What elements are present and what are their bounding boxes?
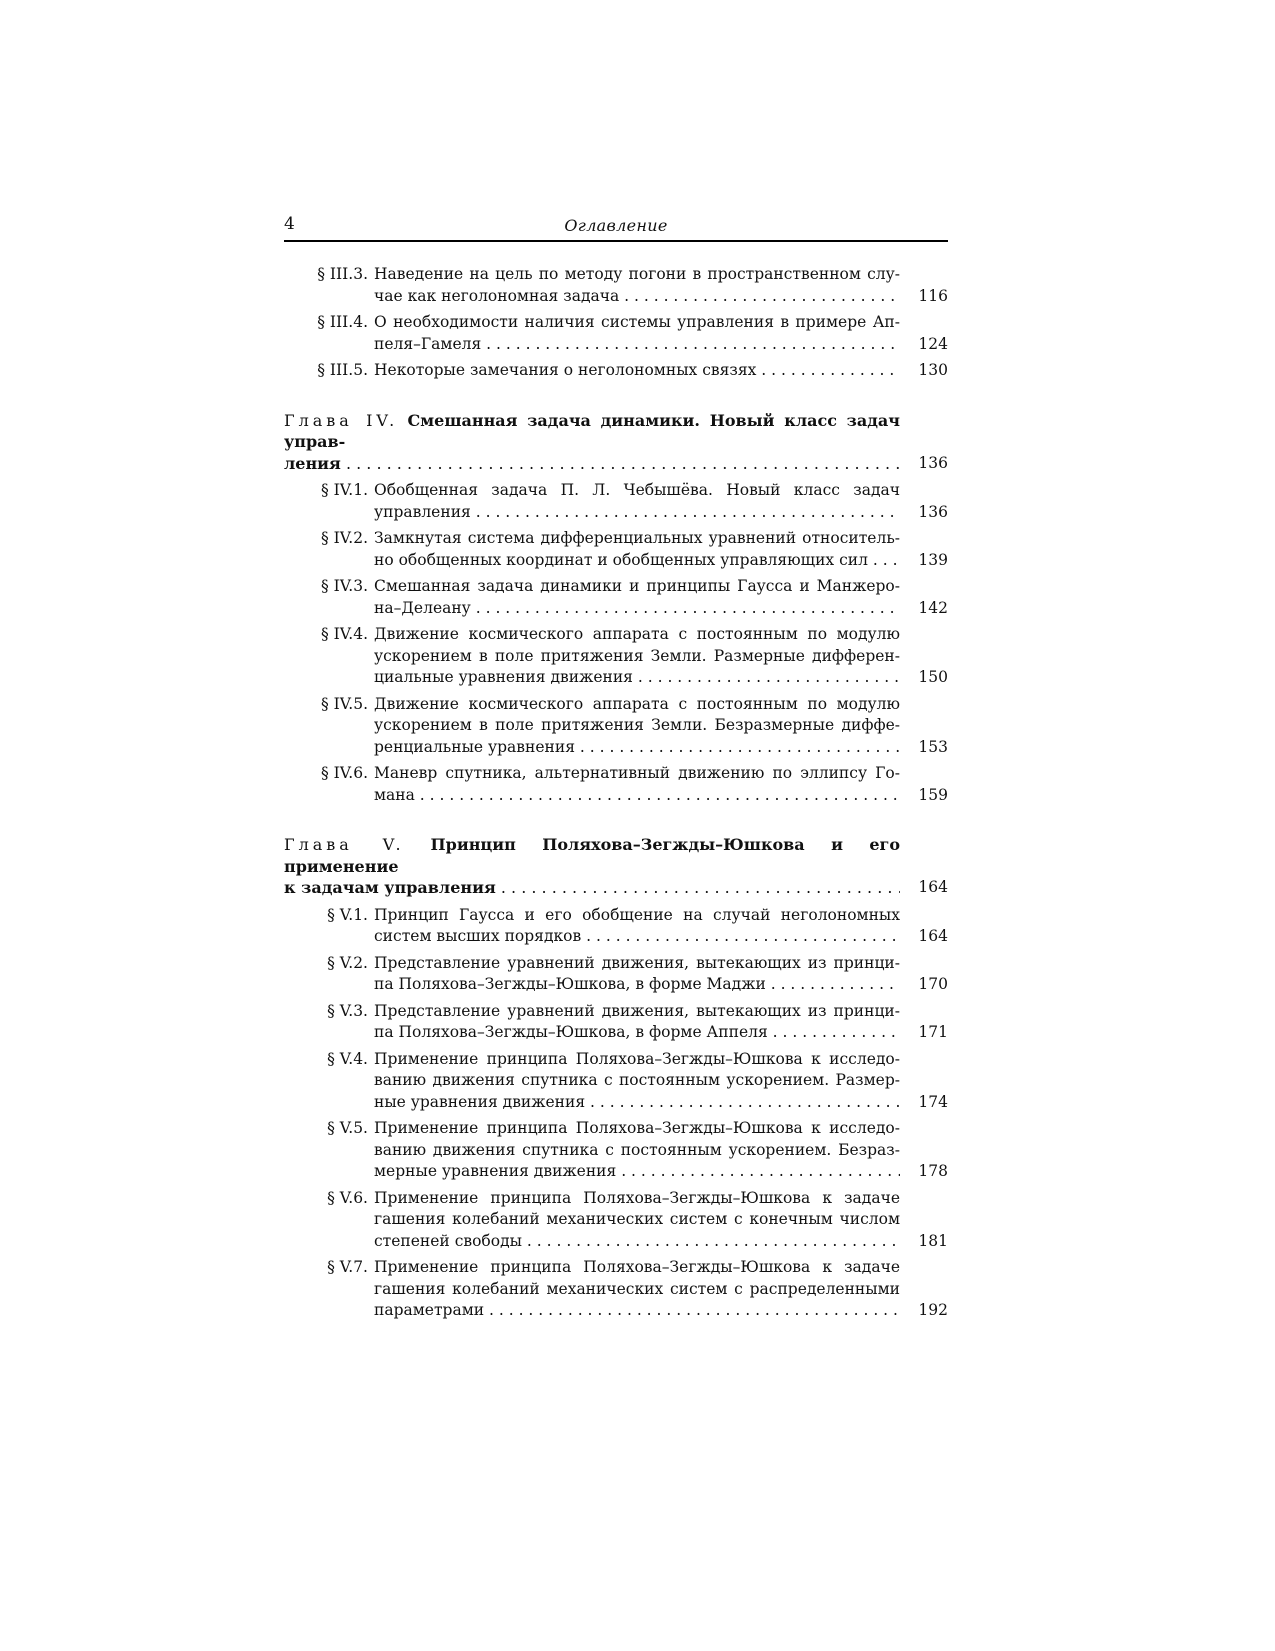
- section-title-line: Применение принципа Поляхова–Зегжды–Юшкова к исследо-: [374, 1049, 900, 1068]
- section-title: [374, 1001, 900, 1044]
- page-ref: 116: [918, 286, 948, 305]
- section-title-last-line: [374, 1022, 900, 1044]
- section-title-last-text: па Поляхова–Зегжды–Юшкова, в форме Маджи: [374, 975, 766, 993]
- sections-chapter-iv: [284, 480, 948, 806]
- section-number: § III.5.: [317, 361, 368, 379]
- toc-section-entry[interactable]: [284, 953, 948, 996]
- section-title: [374, 1257, 900, 1322]
- section-title-last-line: [374, 286, 900, 308]
- section-number: § V.6.: [327, 1188, 368, 1207]
- section-title-line: О необходимости наличия системы управления в примере Ап-: [374, 313, 900, 331]
- section-number: § V.5.: [327, 1119, 368, 1137]
- toc-section-entry[interactable]: [284, 1118, 948, 1183]
- section-title-line: Представление уравнений движения, вытекающих из принци-: [374, 953, 900, 972]
- section-title-last-line: [374, 1300, 900, 1322]
- section-title-line: гашения колебаний механических систем с распределенными: [374, 1279, 900, 1298]
- section-title-last-text: циальные уравнения движения: [374, 668, 633, 686]
- section-title: [374, 763, 900, 806]
- toc-section-entry[interactable]: [284, 528, 948, 571]
- section-title: [374, 360, 900, 382]
- section-title-line: Принцип Гаусса и его обобщение на случай неголономных: [374, 905, 900, 924]
- section-number: § IV.5.: [321, 694, 368, 713]
- toc-section-entry[interactable]: [284, 480, 948, 523]
- toc-section-entry[interactable]: [284, 360, 948, 382]
- toc-section-entry[interactable]: [284, 264, 948, 307]
- toc-section-entry[interactable]: [284, 763, 948, 806]
- section-title: [374, 264, 900, 307]
- page-ref: 136: [918, 502, 948, 521]
- section-title-last-text: систем высших порядков: [374, 927, 582, 945]
- section-title-last-text: па Поляхова–Зегжды–Юшкова, в форме Аппеля: [374, 1023, 768, 1041]
- section-title-line: ускорением в поле притяжения Земли. Размерные дифферен-: [374, 646, 900, 665]
- section-title-last-line: [374, 598, 900, 620]
- chapter-title-end: ления: [284, 453, 341, 473]
- chapter-title: Принцип Поляхова–Зегжды–Юшкова и его применение: [284, 835, 900, 876]
- section-title-last-line: [374, 737, 900, 759]
- section-title-last-text: ренциальные уравнения: [374, 737, 575, 756]
- section-title-line: Движение космического аппарата с постоянным по модулю: [374, 694, 900, 713]
- section-title-last-text: параметрами: [374, 1301, 485, 1319]
- section-title-line: Применение принципа Поляхова–Зегжды–Юшкова к исследо-: [374, 1119, 900, 1137]
- section-number: § III.3.: [317, 265, 368, 283]
- section-title-line: Маневр спутника, альтернативный движению по эллипсу Го-: [374, 764, 900, 782]
- page-ref: 171: [918, 1023, 948, 1041]
- toc-section-entry[interactable]: [284, 624, 948, 689]
- sections-chapter-v: [284, 905, 948, 1322]
- section-title-last-text: чае как неголономная задача: [374, 286, 620, 305]
- section-number: § IV.4.: [321, 625, 368, 643]
- section-title-last-line: [374, 1161, 900, 1183]
- section-title-last-line: [374, 926, 900, 948]
- page-ref: 139: [918, 550, 948, 569]
- section-title-last-line: [374, 502, 900, 524]
- section-title-line: Наведение на цель по методу погони в пространственном слу-: [374, 265, 900, 283]
- section-title-line: гашения колебаний механических систем с конечным числом: [374, 1210, 900, 1228]
- section-title-line: Представление уравнений движения, вытекающих из принци-: [374, 1001, 900, 1020]
- page-ref: 136: [918, 453, 948, 472]
- section-number: § IV.2.: [321, 529, 368, 547]
- section-title-line: ванию движения спутника с постоянным ускорением. Безраз-: [374, 1140, 900, 1159]
- section-title-line: ускорением в поле притяжения Земли. Безразмерные диффе-: [374, 716, 900, 734]
- section-title-last-text: мана: [374, 785, 415, 804]
- section-number: § IV.3.: [321, 577, 368, 595]
- section-title-last-text: Некоторые замечания о неголономных связях: [374, 361, 757, 379]
- section-title: [374, 905, 900, 948]
- section-title-last-text: но обобщенных координат и обобщенных управляющих сил: [374, 550, 868, 569]
- chapter-v-entry[interactable]: [284, 834, 948, 899]
- section-title-last-line: [374, 974, 900, 996]
- page-number: 4: [284, 214, 295, 234]
- chapter-label: Глава IV.: [284, 410, 399, 430]
- toc-section-entry[interactable]: [284, 1049, 948, 1114]
- section-number: § V.7.: [327, 1258, 368, 1276]
- section-number: § IV.6.: [321, 764, 368, 782]
- toc-section-entry[interactable]: [284, 694, 948, 759]
- section-number: § III.4.: [317, 313, 368, 331]
- section-number: § V.4.: [327, 1049, 368, 1068]
- section-title: [374, 576, 900, 619]
- page-ref: 142: [918, 598, 948, 617]
- page-ref: 130: [918, 361, 948, 379]
- section-title-last-text: на–Делеану: [374, 598, 471, 617]
- sections-chapter-iii: [284, 264, 948, 382]
- section-title-last-text: ные уравнения движения: [374, 1092, 586, 1111]
- section-number: § V.2.: [327, 953, 368, 972]
- section-title-last-text: мерные уравнения движения: [374, 1162, 617, 1180]
- page-ref: 150: [918, 668, 948, 686]
- section-title-last-text: степеней свободы: [374, 1231, 522, 1250]
- section-title-line: Применение принципа Поляхова–Зегжды–Юшкова к задаче: [374, 1258, 900, 1276]
- toc-section-entry[interactable]: [284, 1188, 948, 1253]
- section-title-line: Применение принципа Поляхова–Зегжды–Юшкова к задаче: [374, 1188, 900, 1207]
- page-ref: 170: [918, 975, 948, 993]
- section-title: [374, 312, 900, 355]
- page-ref: 124: [918, 334, 948, 353]
- section-number: § V.1.: [327, 905, 368, 924]
- section-title-last-line: [374, 550, 900, 572]
- section-title: [374, 528, 900, 571]
- section-title-line: Смешанная задача динамики и принципы Гаусса и Манжеро-: [374, 577, 900, 595]
- section-title-line: Движение космического аппарата с постоянным по модулю: [374, 625, 900, 643]
- toc-section-entry[interactable]: [284, 312, 948, 355]
- section-title-last-text: пеля–Гамеля: [374, 334, 482, 353]
- toc-section-entry[interactable]: [284, 1257, 948, 1322]
- table-of-contents: [284, 264, 948, 1327]
- page-ref: 159: [918, 785, 948, 804]
- section-title: [374, 1049, 900, 1114]
- page-ref: 192: [918, 1301, 948, 1319]
- chapter-title-end: к задачам управления: [284, 878, 496, 897]
- running-title: Оглавление: [564, 216, 668, 235]
- section-title: [374, 1188, 900, 1253]
- section-title-line: Замкнутая система дифференциальных уравнений относитель-: [374, 529, 900, 547]
- section-title-last-line: [374, 1092, 900, 1114]
- section-title-line: Обобщенная задача П. Л. Чебышёва. Новый класс задач: [374, 481, 900, 499]
- section-title: [374, 694, 900, 759]
- section-title-last-line: [374, 334, 900, 356]
- chapter-label: Глава V.: [284, 835, 405, 854]
- toc-section-entry[interactable]: [284, 576, 948, 619]
- page-ref: 178: [918, 1162, 948, 1180]
- section-title: [374, 480, 900, 523]
- section-title-last-text: управления: [374, 502, 471, 521]
- section-title-last-line: [374, 785, 900, 807]
- toc-section-entry[interactable]: [284, 1001, 948, 1044]
- toc-section-entry[interactable]: [284, 905, 948, 948]
- page-ref: 164: [918, 927, 948, 945]
- page-ref: 181: [918, 1231, 948, 1250]
- section-number: § V.3.: [327, 1001, 368, 1020]
- page-ref: 174: [918, 1092, 948, 1111]
- section-number: § IV.1.: [321, 481, 368, 499]
- section-title-line: ванию движения спутника с постоянным ускорением. Размер-: [374, 1071, 900, 1089]
- page-ref: 153: [918, 737, 948, 756]
- page-ref: 164: [918, 878, 948, 896]
- chapter-iv-entry[interactable]: [284, 410, 948, 475]
- section-title: [374, 953, 900, 996]
- section-title-last-line: [374, 1231, 900, 1253]
- section-title-last-line: [374, 667, 900, 689]
- page-header: [284, 210, 948, 242]
- section-title: [374, 1118, 900, 1183]
- chapter-title: Смешанная задача динамики. Новый класс задач управ-: [284, 410, 900, 451]
- section-title-last-line: [374, 360, 900, 382]
- section-title: [374, 624, 900, 689]
